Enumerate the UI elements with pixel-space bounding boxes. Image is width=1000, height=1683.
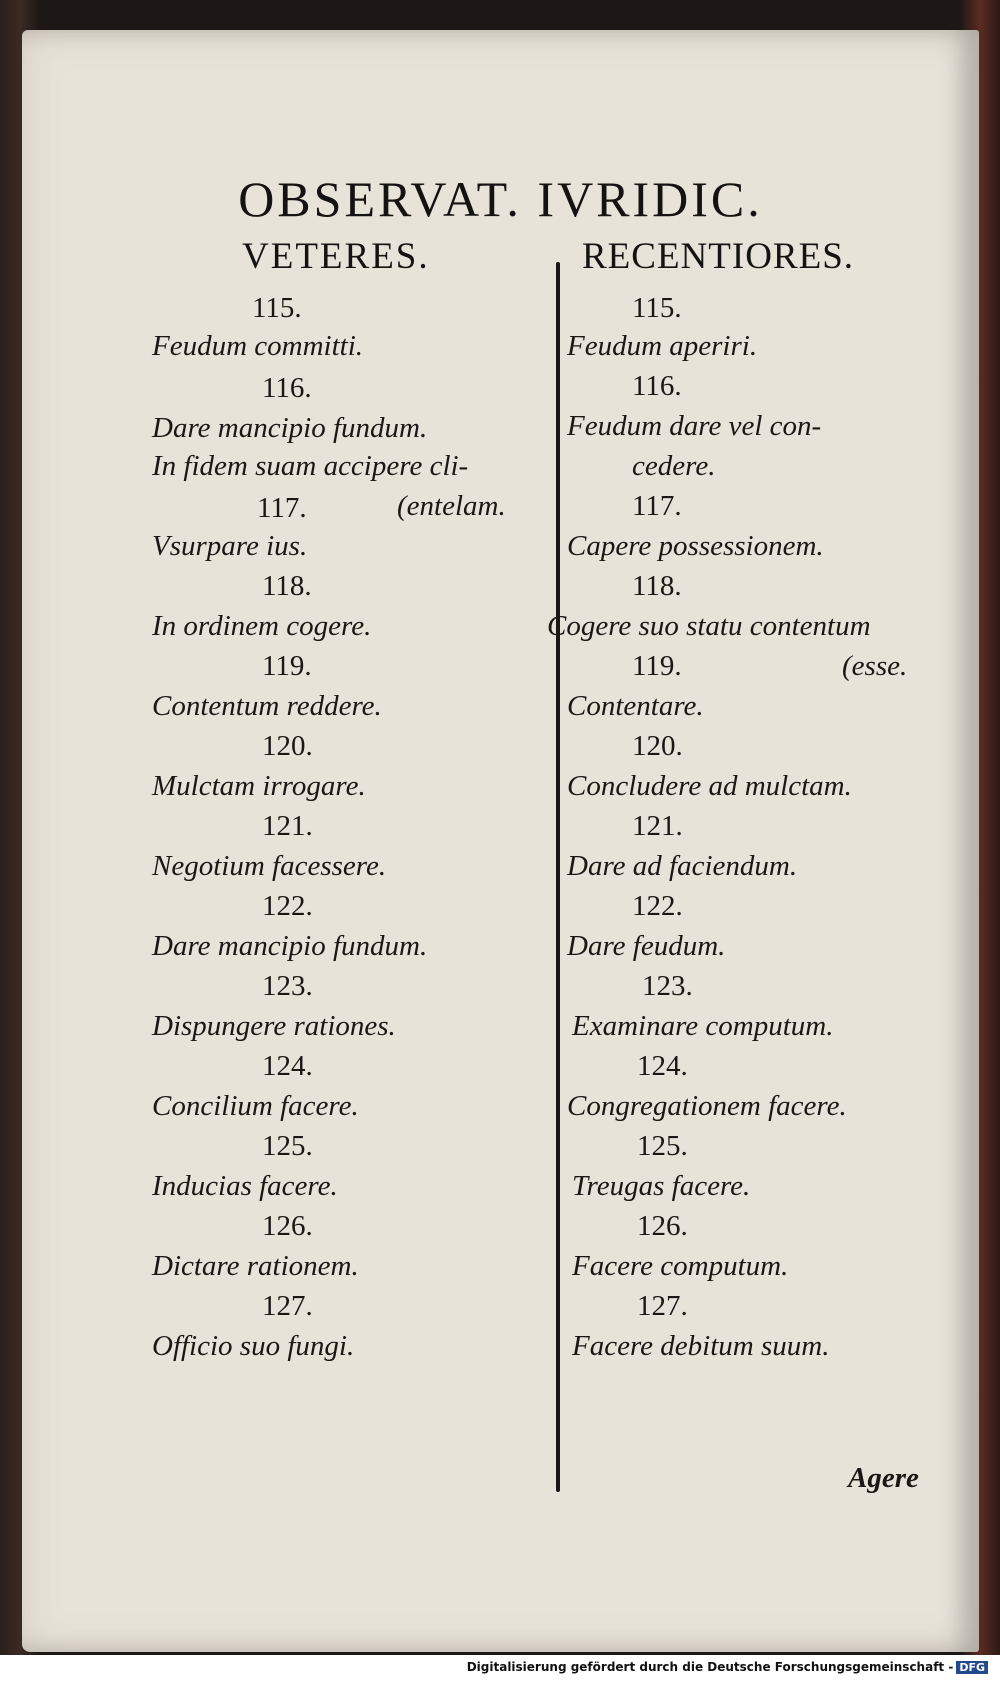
left-entry: Concilium facere. (152, 1090, 359, 1122)
right-entry: Facere debitum suum. (572, 1330, 830, 1362)
left-entry: Dare mancipio fundum. (152, 412, 428, 444)
left-entry: Contentum reddere. (152, 690, 382, 722)
right-entry: Treugas facere. (572, 1170, 751, 1202)
left-entry-continuation: (entelam. (397, 490, 506, 522)
left-entry: Vsurpare ius. (152, 530, 308, 562)
left-number-125: 125. (262, 1130, 313, 1162)
left-number-120: 120. (262, 730, 313, 762)
right-entry: Examinare computum. (572, 1010, 834, 1042)
right-number-117: 117. (632, 490, 682, 522)
left-number-124: 124. (262, 1050, 313, 1082)
left-entry: In ordinem cogere. (152, 610, 372, 642)
left-number-123: 123. (262, 970, 313, 1002)
left-entry: Feudum committi. (152, 330, 364, 362)
right-number-116: 116. (632, 370, 682, 402)
digitization-credit (467, 1660, 988, 1674)
right-entry: Facere computum. (572, 1250, 789, 1282)
right-entry: Concludere ad mulctam. (567, 770, 852, 802)
running-head: OBSERVAT. IVRIDIC. (238, 171, 763, 227)
right-entry: Capere possessionem. (567, 530, 824, 562)
footer-text: Digitalisierung gefördert durch die Deutsche Forschungsgemeinschaft - (466, 1660, 954, 1674)
book-page (22, 30, 979, 1652)
left-number-126: 126. (262, 1210, 313, 1242)
left-entry: Dare mancipio fundum. (152, 930, 428, 962)
left-entry: In fidem suam accipere cli- (152, 450, 469, 482)
right-entry-continuation: cedere. (632, 450, 716, 482)
left-entry: Mulctam irrogare. (152, 770, 366, 802)
right-number-120: 120. (632, 730, 683, 762)
right-number-119: 119. (632, 650, 682, 682)
right-entry: Congregationem facere. (567, 1090, 847, 1122)
right-number-127: 127. (637, 1290, 688, 1322)
right-entry: Feudum aperiri. (567, 330, 758, 362)
left-column-heading: VETERES. (242, 236, 430, 277)
left-number-127: 127. (262, 1290, 313, 1322)
column-divider (556, 262, 560, 1492)
right-entry: Contentare. (567, 690, 704, 722)
right-number-126: 126. (637, 1210, 688, 1242)
left-entry: Officio suo fungi. (152, 1330, 355, 1362)
left-entry: Negotium facessere. (152, 850, 387, 882)
left-entry: Dictare rationem. (152, 1250, 359, 1282)
right-number-123: 123. (642, 970, 693, 1002)
right-number-115: 115. (632, 292, 682, 324)
left-number-121: 121. (262, 810, 313, 842)
left-number-118: 118. (262, 570, 312, 602)
left-number-119: 119. (262, 650, 312, 682)
right-entry: Feudum dare vel con- (567, 410, 822, 442)
right-number-122: 122. (632, 890, 683, 922)
right-number-124: 124. (637, 1050, 688, 1082)
dfg-logo-icon: DFG (956, 1661, 988, 1674)
right-number-125: 125. (637, 1130, 688, 1162)
right-number-121: 121. (632, 810, 683, 842)
right-entry: Dare feudum. (567, 930, 726, 962)
left-number-116: 116. (262, 372, 312, 404)
right-number-118: 118. (632, 570, 682, 602)
left-entry: Dispungere rationes. (152, 1010, 396, 1042)
left-number-117: 117. (257, 492, 307, 524)
right-column-heading: RECENTIORES. (582, 236, 855, 277)
catchword: Agere (848, 1462, 919, 1494)
right-entry: Cogere suo statu contentum (547, 610, 871, 642)
left-number-122: 122. (262, 890, 313, 922)
left-number-115: 115. (252, 292, 302, 324)
right-entry: Dare ad faciendum. (567, 850, 798, 882)
left-entry: Inducias facere. (152, 1170, 338, 1202)
right-entry-continuation: (esse. (842, 650, 908, 682)
